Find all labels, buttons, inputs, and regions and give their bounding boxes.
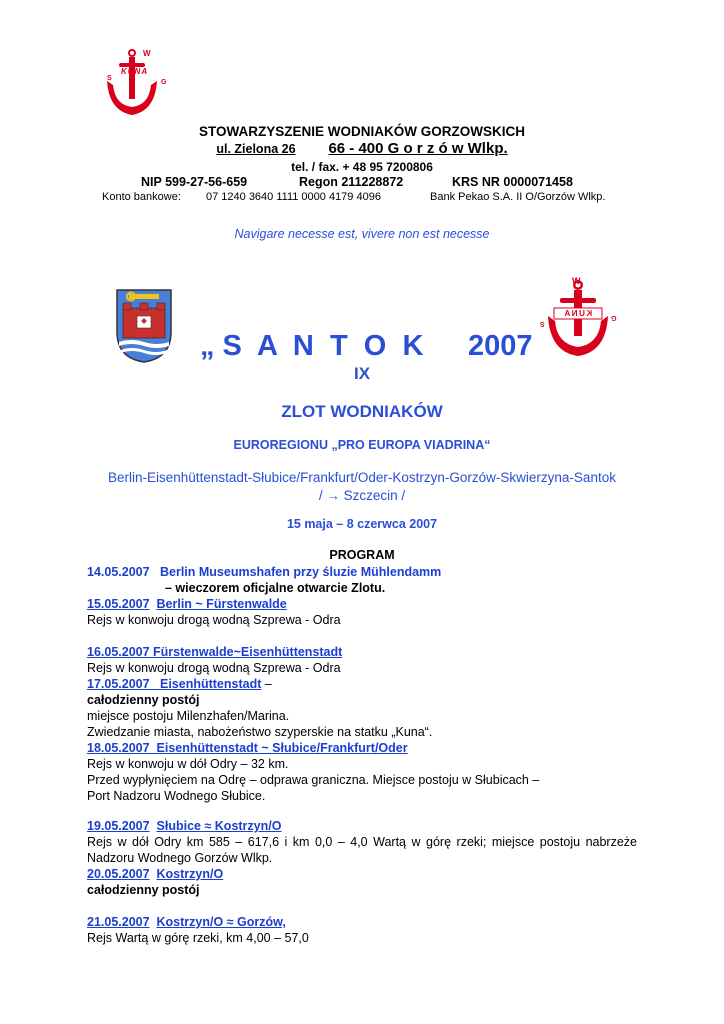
logo-letter-s: S <box>107 75 112 82</box>
address-line <box>0 140 724 158</box>
event-subtitle: ZLOT WODNIAKÓW <box>281 402 443 421</box>
route-line-1: Berlin-Eisenhüttenstadt-Słubice/Frankfurt/Oder-Kostrzyn-Gorzów-Skwierzyna-Santok <box>108 470 616 485</box>
motto: Navigare necesse est, vivere non est necesse <box>234 227 490 241</box>
program-day-7 <box>87 866 637 882</box>
day-description: Przed wypłynięciem na Odrę – odprawa graniczna. Miejsce postoju w Słubicach – <box>87 773 540 787</box>
program-day-2 <box>87 596 637 612</box>
day-place: Kostrzyn/O <box>156 867 224 881</box>
program-day-6 <box>87 818 637 834</box>
day-date: 14.05.2007 <box>87 565 150 579</box>
logo-anchor-large <box>540 276 620 366</box>
day-date: 16.05.2007 <box>87 645 150 659</box>
day-place: Eisenhüttenstadt ~ Słubice/Frankfurt/Oder <box>149 741 408 755</box>
event-year: 2007 <box>468 330 533 362</box>
street-address: ul. Zielona 26 <box>216 142 296 156</box>
day-description: Rejs Wartą w górę rzeki, km 4,00 – 57,0 <box>87 931 309 945</box>
day-description: Rejs w konwoju drogą wodną Szprewa - Odra <box>87 661 341 675</box>
program-day-5 <box>87 740 637 756</box>
bank-label: Konto bankowe: <box>102 191 181 203</box>
day-description: Port Nadzoru Wodnego Słubice. <box>87 789 266 803</box>
coat-of-arms-icon <box>115 288 173 364</box>
day-description: Rejs w dół Odry km 585 – 617,6 i km 0,0 – 4,0 Wartą w górę rzeki; miejsce postoju nabrzeże Nadzoru Wodnego Gorzów Wlkp. <box>87 835 637 865</box>
day-description: miejsce postoju Milenzhafen/Marina. <box>87 709 290 723</box>
program-day-8 <box>87 914 637 930</box>
day-place: Fürstenwalde~Eisenhüttenstadt <box>149 645 343 659</box>
program-day-1 <box>87 564 637 580</box>
logo-letter-g: G <box>161 79 167 86</box>
program-heading: PROGRAM <box>329 548 395 562</box>
day-place: Kostrzyn/O ≈ Gorzów, <box>156 915 286 929</box>
day-place: Berlin Museumshafen przy śluzie Mühlendamm <box>159 565 442 579</box>
day-date: 20.05.2007 <box>87 867 150 881</box>
day-date: 19.05.2007 <box>87 819 150 833</box>
logo-text-kuna: KUNA <box>563 309 593 318</box>
nip: NIP 599-27-56-659 <box>141 175 248 189</box>
day-dash: – <box>261 677 272 691</box>
day-place: Słubice ≈ Kostrzyn/O <box>156 819 282 833</box>
bank-name: Bank Pekao S.A. II O/Gorzów Wlkp. <box>430 191 606 203</box>
logo-anchor-small <box>95 45 175 125</box>
regon: Regon 211228872 <box>299 175 404 189</box>
day-place: Eisenhüttenstadt <box>149 677 262 691</box>
route-line-2: / → Szczecin / <box>318 488 406 503</box>
anchor-icon <box>540 276 620 366</box>
logo-letter-s: S <box>540 320 545 327</box>
program-day-4 <box>87 676 637 692</box>
event-dates: 15 maja – 8 czerwca 2007 <box>286 517 438 531</box>
krs: KRS NR 0000071458 <box>452 175 573 189</box>
logo-letter-w: W <box>143 49 151 58</box>
day-date: 17.05.2007 <box>87 677 150 691</box>
day-allday: całodzienny postój <box>87 883 200 897</box>
day-date: 15.05.2007 <box>87 597 150 611</box>
day-date: 18.05.2007 <box>87 741 150 755</box>
event-title: „ S A N T O K <box>200 330 424 362</box>
day-description: Rejs w konwoju drogą wodną Szprewa - Odra <box>87 613 341 627</box>
organization-name: STOWARZYSZENIE WODNIAKÓW GORZOWSKICH <box>199 124 525 139</box>
program-day-3 <box>87 644 637 660</box>
day-date: 21.05.2007 <box>87 915 150 929</box>
day-description: Zwiedzanie miasta, nabożeństwo szyperskie na statku „Kuna“. <box>87 725 433 739</box>
coat-of-arms <box>115 288 173 364</box>
day-place: Berlin ~ Fürstenwalde <box>156 597 287 611</box>
logo-letter-g: G <box>611 314 617 321</box>
day-note: – wieczorem oficjalne otwarcie Zlotu. <box>165 581 386 595</box>
program-list <box>87 564 637 946</box>
bank-account: 07 1240 3640 1111 0000 4179 4096 <box>206 191 381 203</box>
logo-text-kuna: KUNA <box>121 67 149 76</box>
logo-letter-w: W <box>572 276 581 286</box>
day-description: Rejs w konwoju w dół Odry – 32 km. <box>87 757 289 771</box>
day-allday: całodzienny postój <box>87 693 200 707</box>
phone-line: tel. / fax. + 48 95 7200806 <box>291 160 433 174</box>
edition-number: IX <box>353 364 371 383</box>
euroregion: EUROREGIONU „PRO EUROPA VIADRINA“ <box>233 438 491 452</box>
city-address: 66 - 400 G o r z ó w Wlkp. <box>328 140 508 157</box>
